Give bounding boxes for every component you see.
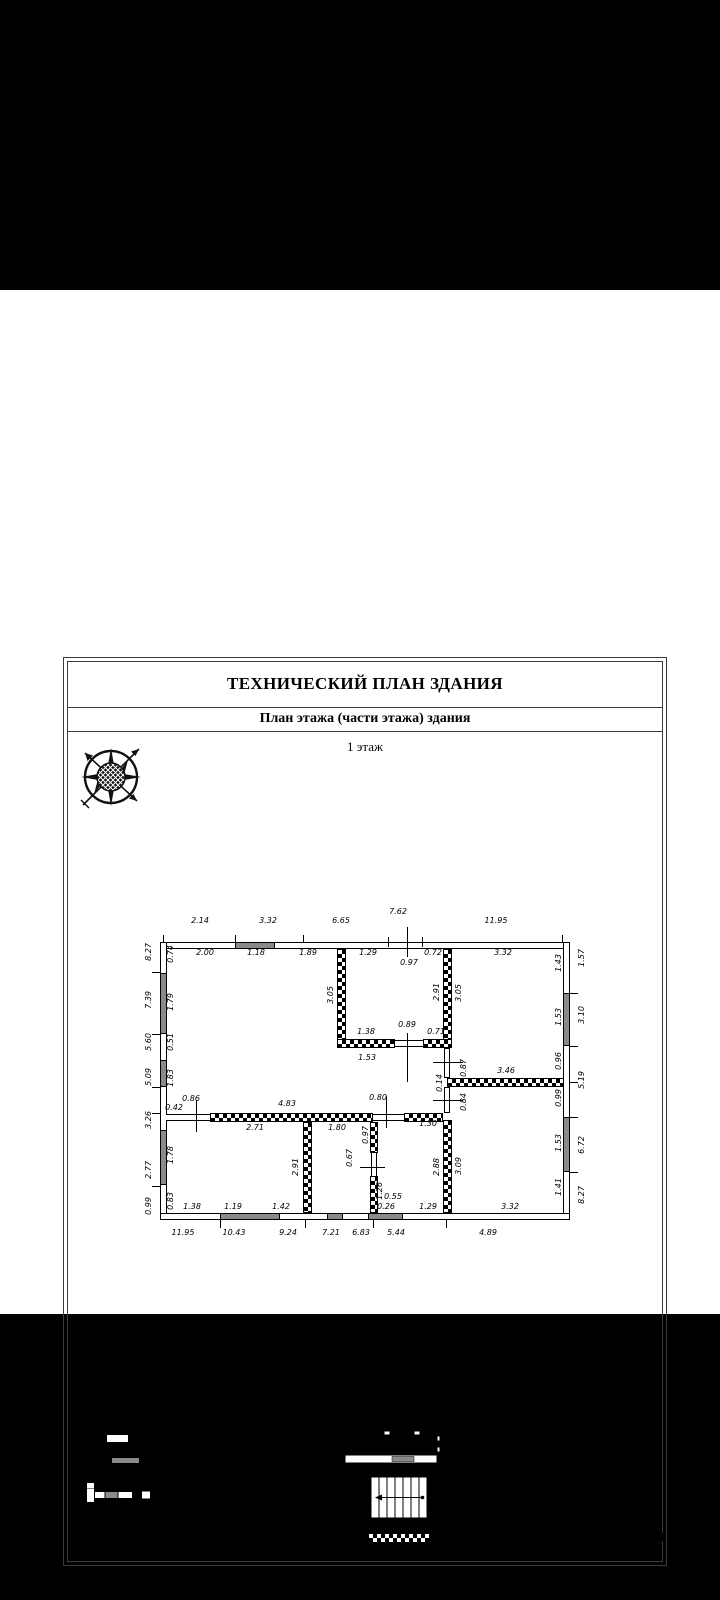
dim-label: 3.05 [454, 984, 463, 1002]
dimension-tick [152, 1034, 160, 1035]
legend-terrace-label: - Терраса [442, 1440, 486, 1452]
dim-label: 11.95 [171, 1228, 195, 1237]
dim-label: 0.99 [144, 1197, 153, 1215]
dim-label: 7.21 [322, 1228, 340, 1237]
legend-wall-label: - стена с окном и дверью [152, 1490, 269, 1502]
dimension-tick [407, 927, 408, 957]
partition-wall [423, 1039, 452, 1048]
door-opening [373, 1114, 404, 1121]
dimension-tick [163, 935, 164, 943]
dim-label: 1.89 [299, 948, 317, 957]
dim-label: 1.53 [358, 1053, 376, 1062]
floor-label: 1 этаж [347, 739, 383, 754]
dim-label: 0.87 [459, 1059, 468, 1077]
window-segment [563, 993, 570, 1046]
terrace-symbol [344, 1417, 440, 1469]
dim-label: 3.26 [144, 1111, 153, 1129]
dim-label: 1.41 [554, 1178, 563, 1196]
dim-label: 7.39 [144, 991, 153, 1009]
dim-label: 2.00 [196, 948, 214, 957]
doc-title: ТЕХНИЧЕСКИЙ ПЛАН ЗДАНИЯ [227, 674, 503, 693]
dim-label: 2.91 [291, 1158, 300, 1176]
dimension-tick [196, 1100, 197, 1132]
dimension-tick [152, 1113, 160, 1114]
dim-label: 0.51 [166, 1033, 175, 1051]
dimension-tick [407, 1033, 408, 1082]
dim-label: 1.38 [183, 1202, 201, 1211]
door-opening [395, 1040, 423, 1047]
dimension-tick [422, 937, 423, 947]
dim-label: 8.27 [577, 1186, 586, 1204]
dim-label: 0.84 [459, 1093, 468, 1111]
dim-label: 4.83 [278, 1099, 296, 1108]
header-divider [68, 707, 662, 708]
legend-window-label: - обозначение окна [150, 1456, 240, 1468]
dim-label: 6.72 [577, 1136, 586, 1154]
legend-stairs-label: - Лестница [443, 1490, 495, 1502]
dim-label: 1.29 [359, 948, 377, 957]
dim-label: 1.57 [577, 949, 586, 967]
dim-label: 3.10 [577, 1006, 586, 1024]
dim-label: 1.83 [166, 1069, 175, 1087]
dim-label: 3.32 [501, 1202, 519, 1211]
dim-label: 0.26 [377, 1202, 395, 1211]
window-segment [368, 1213, 403, 1220]
dimension-tick [303, 935, 304, 943]
dim-label: 0.89 [398, 1020, 416, 1029]
wall-segment [444, 1048, 450, 1078]
dim-label: 1.43 [554, 954, 563, 972]
legend-heading-line1: Условные обозначения и знаки [117, 1371, 288, 1386]
window-segment [220, 1213, 280, 1220]
dimension-tick [305, 1220, 306, 1228]
legend-heading-line2: для оформления графической части технического плана [107, 1389, 418, 1404]
dim-label: 0.97 [400, 958, 418, 967]
dim-label: 0.99 [554, 1089, 563, 1107]
dimension-tick [235, 935, 236, 943]
dim-label: 2.77 [144, 1161, 153, 1179]
dim-label: 3.46 [497, 1066, 515, 1075]
scale-label: Масштаб 1:100 [528, 1525, 665, 1549]
dim-label: 0.86 [182, 1094, 200, 1103]
partition-wall [337, 1039, 395, 1048]
dim-label: 2.71 [246, 1123, 264, 1132]
dimension-tick [446, 1220, 447, 1228]
partition-wall [443, 1120, 452, 1213]
wall-window-door-symbol [86, 1482, 154, 1509]
dim-label: 5.60 [144, 1033, 153, 1051]
dim-label: 9.24 [279, 1228, 297, 1237]
dim-label: 1.19 [224, 1202, 242, 1211]
dimension-tick [152, 1087, 160, 1088]
dim-label: 2.14 [191, 916, 209, 925]
dim-label: 5.09 [144, 1068, 153, 1086]
outer-wall-right [563, 942, 570, 1220]
dim-label: 1.29 [419, 1202, 437, 1211]
dim-label: 1.38 [357, 1027, 375, 1036]
dimension-tick [360, 1167, 385, 1168]
dim-label: 3.05 [326, 986, 335, 1004]
dim-label: 2.88 [432, 1158, 441, 1176]
dim-label: 3.09 [454, 1157, 463, 1175]
dimension-tick [570, 1117, 578, 1118]
partition-wall [370, 1122, 378, 1153]
dim-label: 11.95 [484, 916, 508, 925]
dim-label: 0.97 [361, 1126, 370, 1144]
door-opening [371, 1153, 377, 1176]
partition-wall [337, 949, 346, 1048]
dimension-tick [152, 972, 160, 973]
dim-label: 3.32 [259, 916, 277, 925]
dim-label: 0.42 [165, 1103, 183, 1112]
compass-rose-icon [78, 745, 144, 811]
dim-label: 5.19 [577, 1071, 586, 1089]
window-segment [563, 1117, 570, 1172]
dim-label: 0.74 [166, 945, 175, 963]
dim-label: 4.89 [479, 1228, 497, 1237]
doc-subtitle: План этажа (части этажа) здания [259, 711, 471, 726]
document-page [0, 290, 720, 1549]
dim-label: 10.43 [222, 1228, 246, 1237]
dim-label: 1.42 [272, 1202, 290, 1211]
door-symbol [106, 1430, 144, 1447]
dimension-tick [152, 1186, 160, 1187]
dim-label: 0.55 [384, 1192, 402, 1201]
dim-label: 6.83 [352, 1228, 370, 1237]
dimension-tick [570, 1172, 578, 1173]
dimension-tick [570, 1046, 578, 1047]
dimension-tick [373, 1220, 374, 1228]
dim-label: 0.14 [435, 1074, 444, 1092]
partition-symbol [368, 1533, 430, 1543]
legend-partition-label: - перегородка [440, 1531, 501, 1542]
dim-label: 0.72 [424, 948, 442, 957]
dim-label: 0.71 [427, 1027, 445, 1036]
dim-label: 1.26 [375, 1182, 384, 1200]
dim-label: 5.44 [387, 1228, 405, 1237]
dim-label: 3.32 [494, 948, 512, 957]
dim-label: 1.18 [247, 948, 265, 957]
dim-label: 1.80 [328, 1123, 346, 1132]
door-opening [166, 1114, 210, 1121]
dim-label: 8.27 [144, 943, 153, 961]
dim-label: 0.83 [166, 1192, 175, 1210]
dim-label: 0.67 [345, 1149, 354, 1167]
dim-label: 1.53 [554, 1134, 563, 1152]
dim-label: 1.78 [166, 1146, 175, 1164]
partition-wall [210, 1113, 373, 1122]
dimension-tick [388, 937, 389, 947]
dimension-tick [562, 935, 563, 943]
dim-label: 1.30 [419, 1119, 437, 1128]
dim-label: 0.96 [554, 1052, 563, 1070]
header-divider [68, 731, 662, 732]
dim-label: 7.62 [389, 907, 407, 916]
top-letterbox-bar [0, 0, 720, 290]
window-segment [327, 1213, 343, 1220]
dim-label: 1.53 [554, 1008, 563, 1026]
dim-label: 1.79 [166, 993, 175, 1011]
dimension-tick [220, 1220, 221, 1228]
partition-wall [303, 1122, 312, 1213]
dimension-tick [570, 993, 578, 994]
dim-label: 2.91 [432, 983, 441, 1001]
stairs-symbol [370, 1476, 430, 1520]
window-symbol [111, 1457, 140, 1464]
legend-door-label: - обозначение двери [150, 1431, 245, 1443]
dim-label: 0.80 [369, 1093, 387, 1102]
partition-wall [447, 1078, 564, 1087]
dim-label: 6.65 [332, 916, 350, 925]
